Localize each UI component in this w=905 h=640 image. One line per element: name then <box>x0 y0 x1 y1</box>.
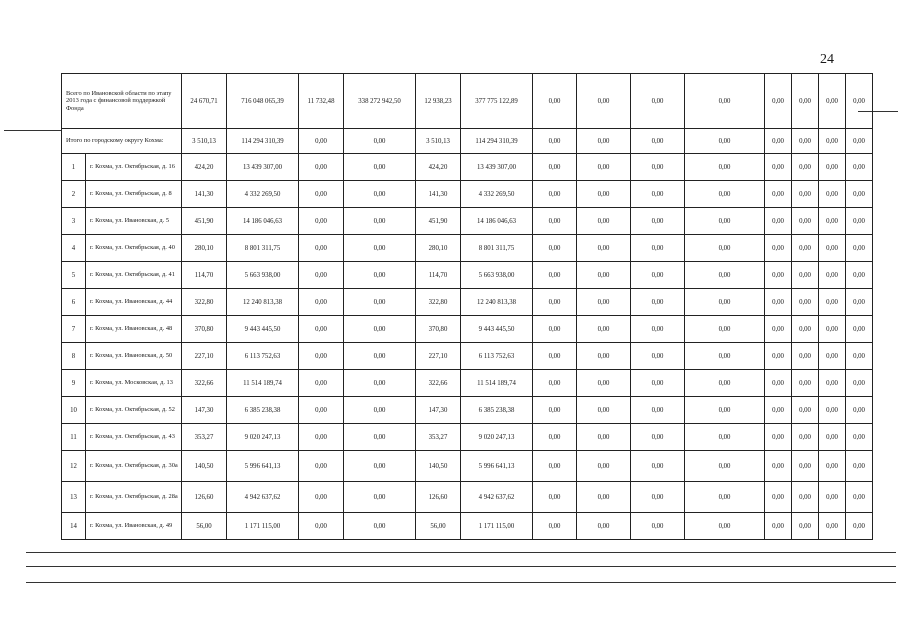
value-cell: 0,00 <box>792 74 819 129</box>
value-cell: 0,00 <box>685 482 765 513</box>
value-cell: 4 942 637,62 <box>461 482 533 513</box>
value-cell: 0,00 <box>792 482 819 513</box>
value-cell: 3 510,13 <box>182 129 227 154</box>
value-cell: 0,00 <box>533 129 577 154</box>
value-cell: 0,00 <box>533 262 577 289</box>
value-cell: 0,00 <box>846 74 873 129</box>
value-cell: 0,00 <box>533 424 577 451</box>
value-cell: 0,00 <box>344 424 416 451</box>
value-cell: 114 294 310,39 <box>461 129 533 154</box>
value-cell: 0,00 <box>344 129 416 154</box>
value-cell: 0,00 <box>685 74 765 129</box>
value-cell: 0,00 <box>765 424 792 451</box>
value-cell: 0,00 <box>533 397 577 424</box>
value-cell: 3 510,13 <box>416 129 461 154</box>
value-cell: 716 048 065,39 <box>227 74 299 129</box>
value-cell: 0,00 <box>685 451 765 482</box>
value-cell: 0,00 <box>344 208 416 235</box>
value-cell: 0,00 <box>765 74 792 129</box>
value-cell: 0,00 <box>765 316 792 343</box>
value-cell: 0,00 <box>631 370 685 397</box>
value-cell: 0,00 <box>533 513 577 540</box>
house-address: г. Кохма, ул. Октябрьская, д. 16 <box>86 154 182 181</box>
value-cell: 0,00 <box>819 316 846 343</box>
value-cell: 0,00 <box>792 451 819 482</box>
value-cell: 0,00 <box>819 370 846 397</box>
value-cell: 280,10 <box>182 235 227 262</box>
table-row <box>62 424 873 451</box>
value-cell: 0,00 <box>819 424 846 451</box>
value-cell: 0,00 <box>765 343 792 370</box>
value-cell: 0,00 <box>846 289 873 316</box>
value-cell: 140,50 <box>416 451 461 482</box>
value-cell: 0,00 <box>344 235 416 262</box>
value-cell: 451,90 <box>416 208 461 235</box>
value-cell: 322,66 <box>416 370 461 397</box>
value-cell: 424,20 <box>416 154 461 181</box>
house-address: г. Кохма, ул. Октябрьская, д. 8 <box>86 181 182 208</box>
bottom-rule-1 <box>26 552 896 553</box>
value-cell: 8 801 311,75 <box>461 235 533 262</box>
value-cell: 0,00 <box>846 235 873 262</box>
value-cell: 0,00 <box>792 316 819 343</box>
value-cell: 0,00 <box>792 397 819 424</box>
value-cell: 114 294 310,39 <box>227 129 299 154</box>
house-address: г. Кохма, ул. Октябрьская, д. 43 <box>86 424 182 451</box>
table-row <box>62 181 873 208</box>
value-cell: 0,00 <box>792 424 819 451</box>
value-cell: 0,00 <box>577 482 631 513</box>
value-cell: 0,00 <box>577 370 631 397</box>
value-cell: 0,00 <box>299 513 344 540</box>
value-cell: 0,00 <box>765 451 792 482</box>
row-number: 3 <box>62 208 86 235</box>
value-cell: 377 775 122,89 <box>461 74 533 129</box>
value-cell: 0,00 <box>344 262 416 289</box>
value-cell: 0,00 <box>344 181 416 208</box>
value-cell: 12 240 813,38 <box>227 289 299 316</box>
page-number: 24 <box>820 52 834 67</box>
value-cell: 11 514 189,74 <box>227 370 299 397</box>
value-cell: 0,00 <box>792 513 819 540</box>
house-address: г. Кохма, ул. Октябрьская, д. 41 <box>86 262 182 289</box>
value-cell: 0,00 <box>533 208 577 235</box>
row-number: 4 <box>62 235 86 262</box>
value-cell: 0,00 <box>299 370 344 397</box>
value-cell: 6 113 752,63 <box>461 343 533 370</box>
value-cell: 9 020 247,13 <box>461 424 533 451</box>
value-cell: 0,00 <box>792 154 819 181</box>
value-cell: 5 663 938,00 <box>227 262 299 289</box>
value-cell: 0,00 <box>765 289 792 316</box>
value-cell: 0,00 <box>299 154 344 181</box>
row-number: 1 <box>62 154 86 181</box>
row-number: 11 <box>62 424 86 451</box>
value-cell: 0,00 <box>577 343 631 370</box>
value-cell: 6 385 238,38 <box>227 397 299 424</box>
value-cell: 0,00 <box>577 424 631 451</box>
value-cell: 0,00 <box>299 181 344 208</box>
value-cell: 9 443 445,50 <box>227 316 299 343</box>
value-cell: 322,66 <box>182 370 227 397</box>
value-cell: 0,00 <box>819 482 846 513</box>
value-cell: 0,00 <box>685 154 765 181</box>
value-cell: 0,00 <box>344 316 416 343</box>
table-row <box>62 289 873 316</box>
value-cell: 0,00 <box>299 208 344 235</box>
value-cell: 114,70 <box>182 262 227 289</box>
value-cell: 0,00 <box>577 129 631 154</box>
row-number: 12 <box>62 451 86 482</box>
total-row <box>62 74 873 129</box>
value-cell: 0,00 <box>765 235 792 262</box>
value-cell: 0,00 <box>577 74 631 129</box>
value-cell: 0,00 <box>819 343 846 370</box>
value-cell: 322,80 <box>182 289 227 316</box>
value-cell: 0,00 <box>819 235 846 262</box>
value-cell: 0,00 <box>685 343 765 370</box>
value-cell: 0,00 <box>577 208 631 235</box>
value-cell: 8 801 311,75 <box>227 235 299 262</box>
value-cell: 338 272 942,50 <box>344 74 416 129</box>
value-cell: 0,00 <box>299 451 344 482</box>
funding-table <box>61 73 873 540</box>
value-cell: 0,00 <box>792 181 819 208</box>
value-cell: 0,00 <box>533 181 577 208</box>
row-number: 6 <box>62 289 86 316</box>
table-row <box>62 370 873 397</box>
value-cell: 4 332 269,50 <box>461 181 533 208</box>
value-cell: 13 439 307,00 <box>227 154 299 181</box>
value-cell: 0,00 <box>819 513 846 540</box>
value-cell: 0,00 <box>792 343 819 370</box>
value-cell: 0,00 <box>299 316 344 343</box>
value-cell: 5 996 641,13 <box>461 451 533 482</box>
value-cell: 12 240 813,38 <box>461 289 533 316</box>
table-row <box>62 154 873 181</box>
value-cell: 0,00 <box>344 451 416 482</box>
value-cell: 0,00 <box>846 262 873 289</box>
value-cell: 0,00 <box>577 235 631 262</box>
value-cell: 0,00 <box>792 262 819 289</box>
value-cell: 0,00 <box>299 289 344 316</box>
value-cell: 9 020 247,13 <box>227 424 299 451</box>
house-address: г. Кохма, ул. Октябрьская, д. 52 <box>86 397 182 424</box>
value-cell: 0,00 <box>792 235 819 262</box>
table-body <box>62 74 873 540</box>
value-cell: 0,00 <box>685 129 765 154</box>
value-cell: 0,00 <box>792 129 819 154</box>
value-cell: 0,00 <box>299 397 344 424</box>
value-cell: 0,00 <box>846 154 873 181</box>
value-cell: 0,00 <box>631 482 685 513</box>
value-cell: 0,00 <box>765 129 792 154</box>
value-cell: 0,00 <box>533 316 577 343</box>
value-cell: 56,00 <box>182 513 227 540</box>
value-cell: 0,00 <box>299 262 344 289</box>
value-cell: 5 996 641,13 <box>227 451 299 482</box>
value-cell: 0,00 <box>631 208 685 235</box>
value-cell: 0,00 <box>765 208 792 235</box>
value-cell: 0,00 <box>685 181 765 208</box>
value-cell: 0,00 <box>685 289 765 316</box>
value-cell: 0,00 <box>685 316 765 343</box>
value-cell: 0,00 <box>344 397 416 424</box>
value-cell: 0,00 <box>792 289 819 316</box>
subtotal-row <box>62 129 873 154</box>
value-cell: 0,00 <box>846 343 873 370</box>
value-cell: 0,00 <box>792 370 819 397</box>
table-row <box>62 451 873 482</box>
value-cell: 0,00 <box>685 424 765 451</box>
table-row <box>62 235 873 262</box>
value-cell: 0,00 <box>685 513 765 540</box>
value-cell: 370,80 <box>182 316 227 343</box>
value-cell: 0,00 <box>577 154 631 181</box>
value-cell: 56,00 <box>416 513 461 540</box>
value-cell: 0,00 <box>533 74 577 129</box>
value-cell: 0,00 <box>819 262 846 289</box>
value-cell: 0,00 <box>846 424 873 451</box>
value-cell: 227,10 <box>416 343 461 370</box>
value-cell: 0,00 <box>344 482 416 513</box>
value-cell: 0,00 <box>765 181 792 208</box>
total-row-label: Всего по Ивановской области по этапу 2013 года с финансовой поддержкой Фонда <box>62 74 182 129</box>
value-cell: 0,00 <box>819 181 846 208</box>
value-cell: 1 171 115,00 <box>227 513 299 540</box>
value-cell: 0,00 <box>631 513 685 540</box>
value-cell: 0,00 <box>577 289 631 316</box>
value-cell: 0,00 <box>765 370 792 397</box>
table-row <box>62 208 873 235</box>
value-cell: 0,00 <box>819 74 846 129</box>
row-number: 5 <box>62 262 86 289</box>
row-number: 2 <box>62 181 86 208</box>
value-cell: 0,00 <box>344 370 416 397</box>
bottom-rule-3 <box>26 582 896 583</box>
value-cell: 0,00 <box>685 370 765 397</box>
value-cell: 147,30 <box>182 397 227 424</box>
value-cell: 6 385 238,38 <box>461 397 533 424</box>
table-row <box>62 262 873 289</box>
value-cell: 4 332 269,50 <box>227 181 299 208</box>
table-row <box>62 513 873 540</box>
margin-rule-left <box>4 130 61 131</box>
value-cell: 0,00 <box>631 343 685 370</box>
value-cell: 0,00 <box>765 262 792 289</box>
value-cell: 0,00 <box>631 424 685 451</box>
row-number: 13 <box>62 482 86 513</box>
value-cell: 0,00 <box>631 181 685 208</box>
value-cell: 0,00 <box>533 235 577 262</box>
value-cell: 0,00 <box>533 343 577 370</box>
value-cell: 0,00 <box>819 397 846 424</box>
value-cell: 0,00 <box>765 154 792 181</box>
value-cell: 0,00 <box>631 316 685 343</box>
value-cell: 0,00 <box>533 482 577 513</box>
value-cell: 126,60 <box>182 482 227 513</box>
value-cell: 0,00 <box>685 397 765 424</box>
value-cell: 147,30 <box>416 397 461 424</box>
value-cell: 451,90 <box>182 208 227 235</box>
row-number: 9 <box>62 370 86 397</box>
value-cell: 0,00 <box>765 397 792 424</box>
table-row <box>62 482 873 513</box>
house-address: г. Кохма, ул. Московская, д. 13 <box>86 370 182 397</box>
value-cell: 0,00 <box>344 343 416 370</box>
value-cell: 353,27 <box>182 424 227 451</box>
value-cell: 141,30 <box>416 181 461 208</box>
value-cell: 6 113 752,63 <box>227 343 299 370</box>
house-address: г. Кохма, ул. Ивановская, д. 48 <box>86 316 182 343</box>
value-cell: 0,00 <box>533 289 577 316</box>
value-cell: 11 514 189,74 <box>461 370 533 397</box>
value-cell: 13 439 307,00 <box>461 154 533 181</box>
value-cell: 227,10 <box>182 343 227 370</box>
value-cell: 14 186 046,63 <box>461 208 533 235</box>
value-cell: 0,00 <box>765 513 792 540</box>
value-cell: 0,00 <box>577 316 631 343</box>
value-cell: 0,00 <box>685 208 765 235</box>
value-cell: 0,00 <box>631 451 685 482</box>
value-cell: 5 663 938,00 <box>461 262 533 289</box>
value-cell: 0,00 <box>846 397 873 424</box>
value-cell: 0,00 <box>344 154 416 181</box>
value-cell: 9 443 445,50 <box>461 316 533 343</box>
value-cell: 14 186 046,63 <box>227 208 299 235</box>
value-cell: 370,80 <box>416 316 461 343</box>
value-cell: 140,50 <box>182 451 227 482</box>
value-cell: 0,00 <box>344 513 416 540</box>
value-cell: 0,00 <box>299 235 344 262</box>
value-cell: 24 670,71 <box>182 74 227 129</box>
value-cell: 0,00 <box>577 262 631 289</box>
value-cell: 0,00 <box>299 424 344 451</box>
value-cell: 0,00 <box>631 262 685 289</box>
house-address: г. Кохма, ул. Октябрьская, д. 30а <box>86 451 182 482</box>
value-cell: 0,00 <box>577 513 631 540</box>
row-number: 10 <box>62 397 86 424</box>
value-cell: 0,00 <box>685 262 765 289</box>
value-cell: 0,00 <box>577 181 631 208</box>
value-cell: 0,00 <box>819 289 846 316</box>
house-address: г. Кохма, ул. Ивановская, д. 5 <box>86 208 182 235</box>
value-cell: 0,00 <box>819 451 846 482</box>
value-cell: 0,00 <box>765 482 792 513</box>
value-cell: 0,00 <box>846 181 873 208</box>
value-cell: 0,00 <box>533 451 577 482</box>
value-cell: 0,00 <box>792 208 819 235</box>
value-cell: 0,00 <box>846 316 873 343</box>
table-row <box>62 343 873 370</box>
house-address: г. Кохма, ул. Октябрьская, д. 40 <box>86 235 182 262</box>
value-cell: 0,00 <box>685 235 765 262</box>
value-cell: 4 942 637,62 <box>227 482 299 513</box>
value-cell: 0,00 <box>846 451 873 482</box>
value-cell: 114,70 <box>416 262 461 289</box>
house-address: г. Кохма, ул. Ивановская, д. 50 <box>86 343 182 370</box>
value-cell: 0,00 <box>344 289 416 316</box>
table-row <box>62 316 873 343</box>
value-cell: 1 171 115,00 <box>461 513 533 540</box>
value-cell: 0,00 <box>299 129 344 154</box>
value-cell: 0,00 <box>631 74 685 129</box>
value-cell: 0,00 <box>631 289 685 316</box>
table-row <box>62 397 873 424</box>
value-cell: 0,00 <box>631 397 685 424</box>
value-cell: 0,00 <box>577 451 631 482</box>
value-cell: 322,80 <box>416 289 461 316</box>
value-cell: 0,00 <box>846 208 873 235</box>
value-cell: 0,00 <box>819 154 846 181</box>
value-cell: 0,00 <box>631 129 685 154</box>
value-cell: 0,00 <box>819 129 846 154</box>
value-cell: 0,00 <box>577 397 631 424</box>
bottom-rule-2 <box>26 566 896 567</box>
value-cell: 0,00 <box>631 235 685 262</box>
value-cell: 0,00 <box>846 513 873 540</box>
subtotal-row-label: Итого по городскому округу Кохма: <box>62 129 182 154</box>
value-cell: 126,60 <box>416 482 461 513</box>
value-cell: 424,20 <box>182 154 227 181</box>
row-number: 7 <box>62 316 86 343</box>
value-cell: 0,00 <box>631 154 685 181</box>
value-cell: 0,00 <box>533 370 577 397</box>
row-number: 8 <box>62 343 86 370</box>
value-cell: 0,00 <box>846 129 873 154</box>
house-address: г. Кохма, ул. Ивановская, д. 49 <box>86 513 182 540</box>
value-cell: 0,00 <box>846 482 873 513</box>
value-cell: 0,00 <box>533 154 577 181</box>
house-address: г. Кохма, ул. Ивановская, д. 44 <box>86 289 182 316</box>
value-cell: 0,00 <box>846 370 873 397</box>
value-cell: 280,10 <box>416 235 461 262</box>
row-number: 14 <box>62 513 86 540</box>
value-cell: 11 732,48 <box>299 74 344 129</box>
value-cell: 0,00 <box>299 482 344 513</box>
value-cell: 0,00 <box>819 208 846 235</box>
value-cell: 353,27 <box>416 424 461 451</box>
value-cell: 0,00 <box>299 343 344 370</box>
house-address: г. Кохма, ул. Октябрьская, д. 28а <box>86 482 182 513</box>
value-cell: 141,30 <box>182 181 227 208</box>
value-cell: 12 938,23 <box>416 74 461 129</box>
